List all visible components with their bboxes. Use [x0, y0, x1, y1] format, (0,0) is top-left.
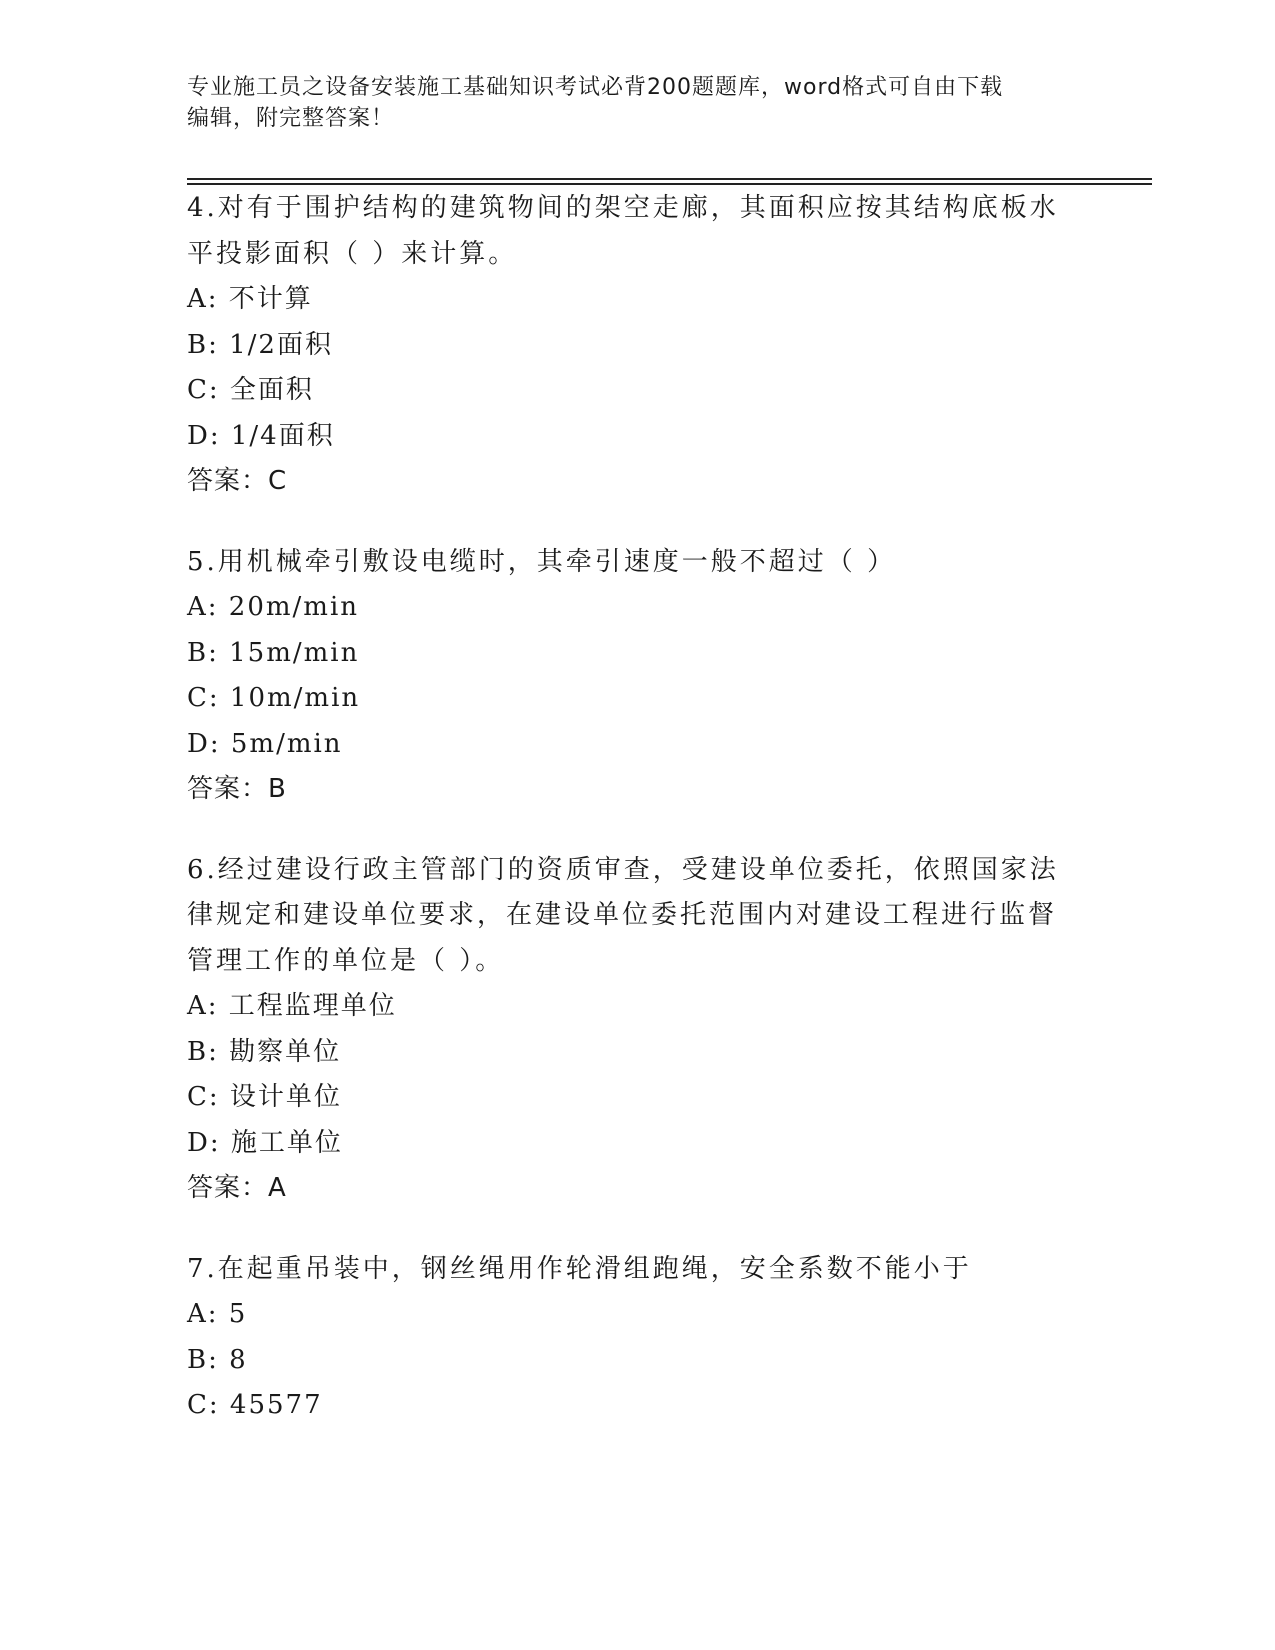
question-4	[187, 186, 1087, 505]
option-b: B: 15m/min	[187, 637, 360, 668]
document-header	[187, 72, 1087, 134]
option-d: D: 1/4面积	[187, 420, 335, 451]
option-a: A: 20m/min	[187, 592, 360, 622]
option-b: B: 1/2面积	[187, 329, 333, 360]
answer: 答案：B	[187, 774, 287, 804]
question-stem-line: 7.在起重吊装中，钢丝绳用作轮滑组跑绳，安全系数不能小于	[187, 1253, 972, 1284]
option-c: C: 45577	[187, 1390, 323, 1420]
question-7	[187, 1247, 1087, 1429]
option-a: A: 5	[187, 1299, 248, 1329]
question-6	[187, 848, 1087, 1212]
question-stem-line: 6.经过建设行政主管部门的资质审查，受建设单位委托，依照国家法	[187, 854, 1059, 885]
header-divider-bottom	[187, 183, 1152, 185]
answer: 答案：A	[187, 1173, 287, 1203]
question-5	[187, 540, 1087, 813]
option-c: C: 10m/min	[187, 683, 361, 713]
question-list	[187, 186, 1087, 1464]
answer: 答案：C	[187, 466, 288, 496]
option-c: C: 设计单位	[187, 1082, 342, 1112]
question-stem-line: 律规定和建设单位要求，在建设单位委托范围内对建设工程进行监督	[187, 900, 1058, 930]
option-d: D: 5m/min	[187, 728, 343, 759]
question-stem-line: 平投影面积（ ）来计算。	[187, 238, 518, 269]
option-a: A: 工程监理单位	[187, 991, 397, 1021]
header-line-2: 编辑，附完整答案！	[187, 106, 395, 131]
option-d: D: 施工单位	[187, 1127, 343, 1158]
option-c: C: 全面积	[187, 375, 314, 405]
question-stem-line: 4.对有于围护结构的建筑物间的架空走廊，其面积应按其结构底板水	[187, 193, 1059, 223]
option-b: B: 勘察单位	[187, 1036, 342, 1067]
question-stem-line: 5.用机械牵引敷设电缆时，其牵引速度一般不超过（ ）	[187, 546, 897, 577]
option-b: B: 8	[187, 1344, 248, 1375]
option-a: A: 不计算	[187, 284, 313, 314]
question-stem-line: 管理工作的单位是（ ）。	[187, 945, 505, 976]
header-divider-top	[187, 178, 1152, 180]
header-line-1: 专业施工员之设备安装施工基础知识考试必背200题题库，word格式可自由下载	[187, 75, 1004, 100]
